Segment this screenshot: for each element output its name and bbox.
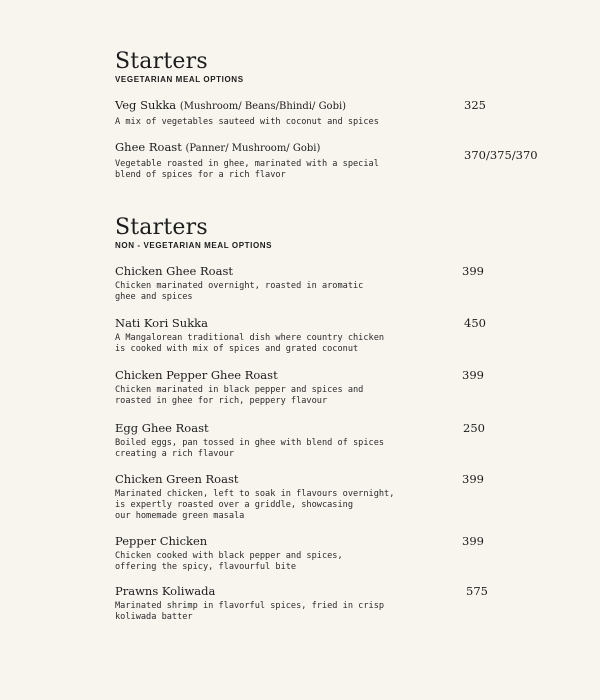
item-price: 450: [464, 316, 486, 330]
item-description: Boiled eggs, pan tossed in ghee with blend of spices creating a rich flavour: [115, 438, 385, 459]
item-description: Marinated shrimp in flavorful spices, fried in crisp koliwada batter: [115, 601, 385, 622]
item-name: Chicken Ghee Roast: [115, 264, 233, 278]
item-name: Veg Sukka: [115, 98, 177, 112]
item-variants: (Mushroom/ Beans/Bhindi/ Gobi): [179, 101, 347, 112]
item-price: 370/375/370: [464, 148, 538, 162]
item-name: Ghee Roast: [115, 140, 182, 154]
menu-item-chicken-pepper-ghee-roast: [115, 368, 555, 407]
item-variants: (Panner/ Mushroom/ Gobi): [185, 143, 321, 154]
item-price: 399: [462, 472, 484, 486]
section-subtitle: NON - VEGETARIAN MEAL OPTIONS: [115, 241, 273, 250]
item-price: 399: [462, 368, 484, 382]
item-description: Vegetable roasted in ghee, marinated with a special blend of spices for a rich flavor: [115, 159, 379, 180]
item-description: A Mangalorean traditional dish where country chicken is cooked with mix of spices and grated coconut: [115, 333, 385, 354]
item-name: Prawns Koliwada: [115, 584, 216, 598]
item-price: 399: [462, 264, 484, 278]
item-price: 399: [462, 534, 484, 548]
item-description: Chicken cooked with black pepper and spices, offering the spicy, flavourful bite: [115, 551, 343, 572]
menu-item-pepper-chicken: [115, 534, 555, 573]
item-name: Chicken Green Roast: [115, 472, 239, 486]
menu-item-ghee-roast: [115, 140, 555, 181]
item-price: 575: [466, 584, 488, 598]
menu-item-prawns-koliwada: [115, 584, 555, 623]
menu-item-nati-kori-sukka: [115, 316, 555, 355]
menu-item-chicken-green-roast: [115, 472, 555, 522]
menu-section-non-vegetarian: [115, 216, 555, 250]
item-description: Chicken marinated overnight, roasted in aromatic ghee and spices: [115, 281, 364, 302]
item-description: Chicken marinated in black pepper and spices and roasted in ghee for rich, peppery flavour: [115, 385, 364, 406]
item-price: 325: [464, 98, 486, 112]
section-title: Starters: [115, 49, 208, 74]
menu-item-egg-ghee-roast: [115, 421, 555, 460]
item-name: Pepper Chicken: [115, 534, 208, 548]
item-name-line: [115, 98, 555, 114]
item-description: Marinated chicken, left to soak in flavours overnight, is expertly roasted over a griddle, showcasing our homemade green masala: [115, 489, 395, 521]
section-title: Starters: [115, 215, 208, 240]
item-price: 250: [463, 421, 485, 435]
menu-item-veg-sukka: [115, 98, 555, 128]
item-name: Egg Ghee Roast: [115, 421, 209, 435]
item-name: Chicken Pepper Ghee Roast: [115, 368, 278, 382]
item-description: A mix of vegetables sauteed with coconut and spices: [115, 117, 379, 127]
menu-item-chicken-ghee-roast: [115, 264, 555, 303]
item-name: Nati Kori Sukka: [115, 316, 208, 330]
menu-section-vegetarian: [115, 50, 555, 84]
section-subtitle: VEGETARIAN MEAL OPTIONS: [115, 75, 244, 84]
